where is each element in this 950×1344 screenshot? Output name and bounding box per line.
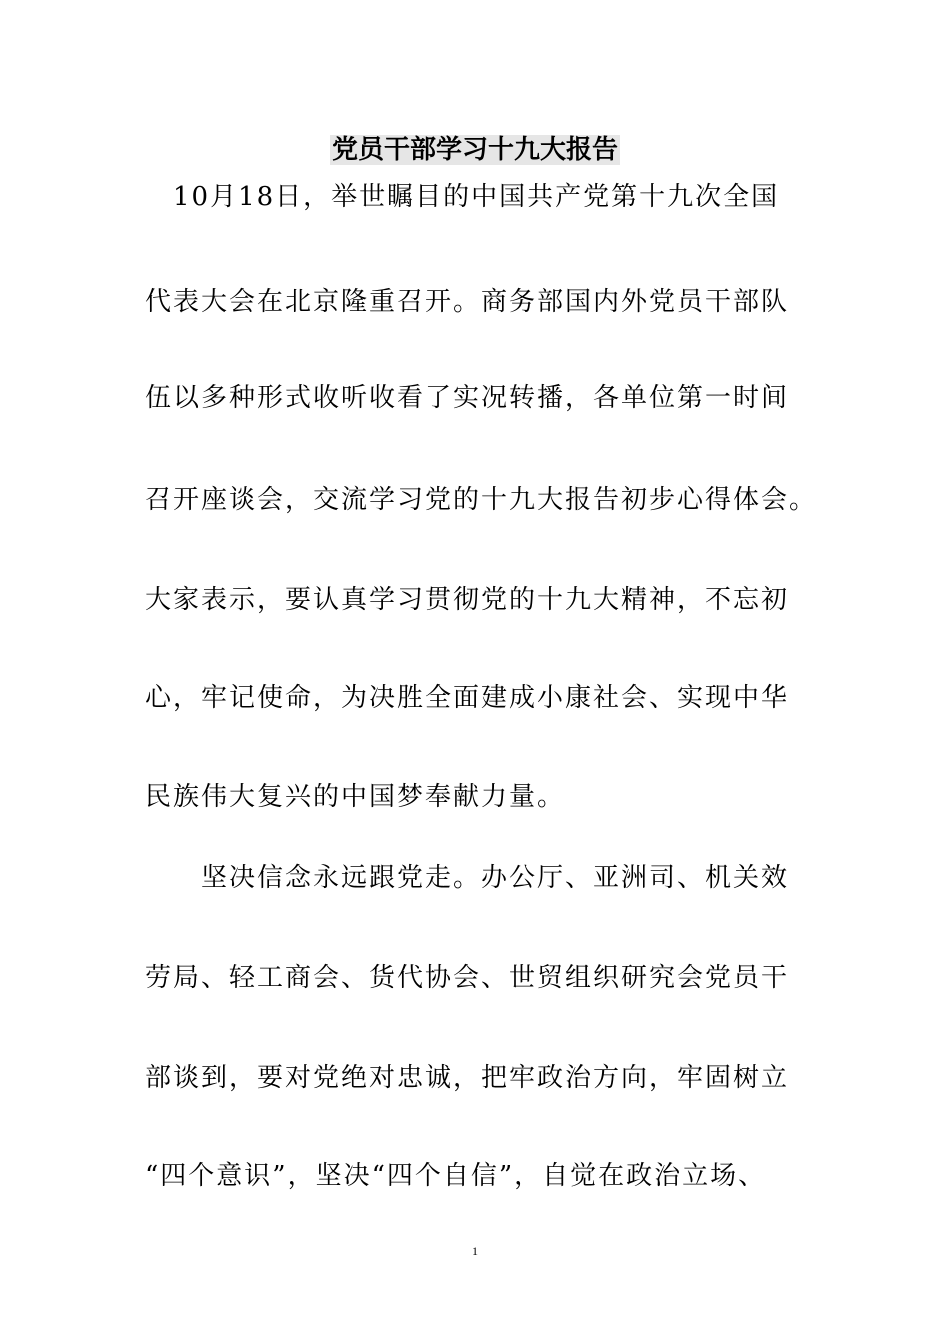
body-line: 心，牢记使命，为决胜全面建成小康社会、实现中华	[145, 683, 790, 713]
document-title	[0, 130, 950, 170]
body-line: “四个意识”，坚决“四个自信”，自觉在政治立场、	[145, 1161, 767, 1191]
body-line: 部谈到，要对党绝对忠诚，把牢政治方向，牢固树立	[145, 1063, 790, 1093]
body-line: 10月18日，举世瞩目的中国共产党第十九次全国	[145, 182, 780, 212]
body-line: 民族伟大复兴的中国梦奉献力量。	[145, 782, 566, 812]
body-line: 大家表示，要认真学习贯彻党的十九大精神，不忘初	[145, 585, 790, 615]
body-line: 伍以多种形式收听收看了实况转播，各单位第一时间	[145, 383, 790, 413]
body-line: 代表大会在北京隆重召开。商务部国内外党员干部队	[145, 287, 790, 317]
body-line: 坚决信念永远跟党走。办公厅、亚洲司、机关效	[145, 863, 790, 893]
document-title-text: 党员干部学习十九大报告	[331, 135, 618, 165]
page-number: 1	[472, 1244, 478, 1258]
body-line: 召开座谈会，交流学习党的十九大报告初步心得体会。	[145, 485, 818, 515]
body-line: 劳局、轻工商会、货代协会、世贸组织研究会党员干	[145, 963, 790, 993]
